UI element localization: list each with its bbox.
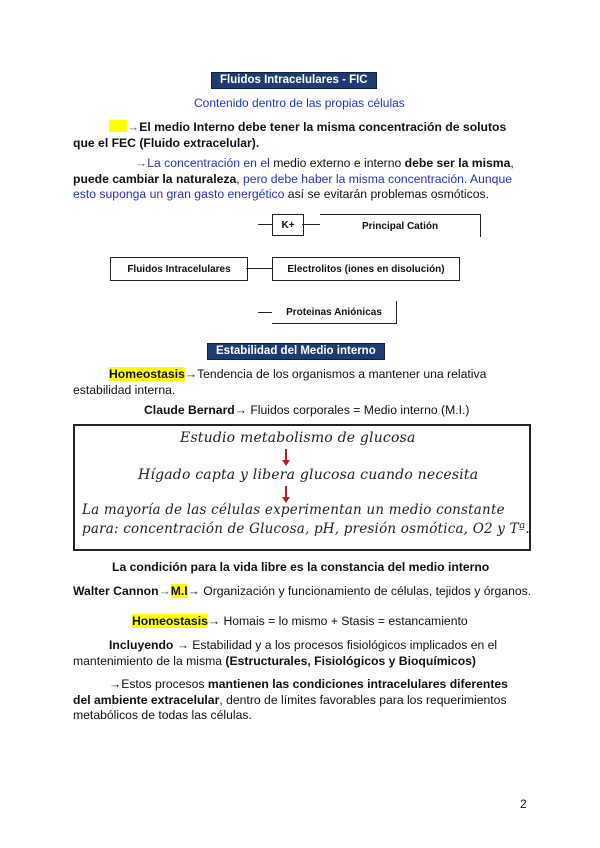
paragraph-homeostasis-2: Homeostasis→ Homais = lo mismo + Stasis = estancamiento [132, 614, 468, 628]
page-number: 2 [520, 797, 527, 811]
electrolitos-box: Electrolitos (iones en disolución) [272, 257, 460, 281]
fluidos-intracelulares-box: Fluidos Intracelulares [110, 257, 248, 281]
subtitle: Contenido dentro de las propias células [194, 96, 405, 110]
highlight-mark [109, 120, 127, 132]
kplus-box: K+ [272, 214, 304, 236]
section-title-estabilidad: Estabilidad del Medio interno [207, 343, 385, 360]
red-arrow-down-icon [285, 486, 287, 498]
section-title-fic: Fluidos Intracelulares - FIC [211, 72, 377, 89]
claude-bernard-line: Claude Bernard→ Fluidos corporales = Medio interno (M.I.) [144, 403, 470, 417]
paragraph-procesos: →Estos procesos mantienen las condiciones intracelulares diferentes del ambiente extracelular, dentro de límites favorables para los requerimientos metabólicos de todas las células. [73, 677, 508, 722]
principal-cation-box: Principal Catión [320, 214, 481, 237]
handwritten-line-2: Hígado capta y libera glucosa cuando necesita [138, 467, 479, 483]
handwritten-line-1: Estudio metabolismo de glucosa [180, 430, 416, 446]
paragraph-homeostasis-1: Homeostasis→Tendencia de los organismos a mantener una relativa estabilidad interna. [73, 367, 487, 397]
condition-statement: La condición para la vida libre es la constancia del medio interno [112, 560, 490, 574]
paragraph-medio-interno: →El medio Interno debe tener la misma concentración de solutos que el FEC (Fluido extracelular). [73, 120, 507, 150]
red-arrow-down-icon [285, 449, 287, 461]
handwritten-line-4: para: concentración de Glucosa, pH, presión osmótica, O2 y Tª. [82, 521, 530, 537]
paragraph-incluyendo: Incluyendo → Estabilidad y a los procesos fisiológicos implicados en el mantenimiento de la misma (Estructurales, Fisiológicos y Bioquímicos) [73, 638, 498, 668]
paragraph-concentracion: →La concentración en el medio externo e interno debe ser la misma, puede cambiar la naturaleza, pero debe haber la misma concentración. Aunque esto suponga un gran gasto energético así se evitarán problemas osmóticos. [73, 156, 514, 201]
handwritten-line-3: La mayoría de las células experimentan un medio constante [82, 502, 505, 518]
walter-cannon-line: Walter Cannon→M.I→ Organización y funcionamiento de células, tejidos y órganos. [73, 584, 532, 598]
proteinas-box: Proteinas Aniónicas [272, 301, 397, 324]
